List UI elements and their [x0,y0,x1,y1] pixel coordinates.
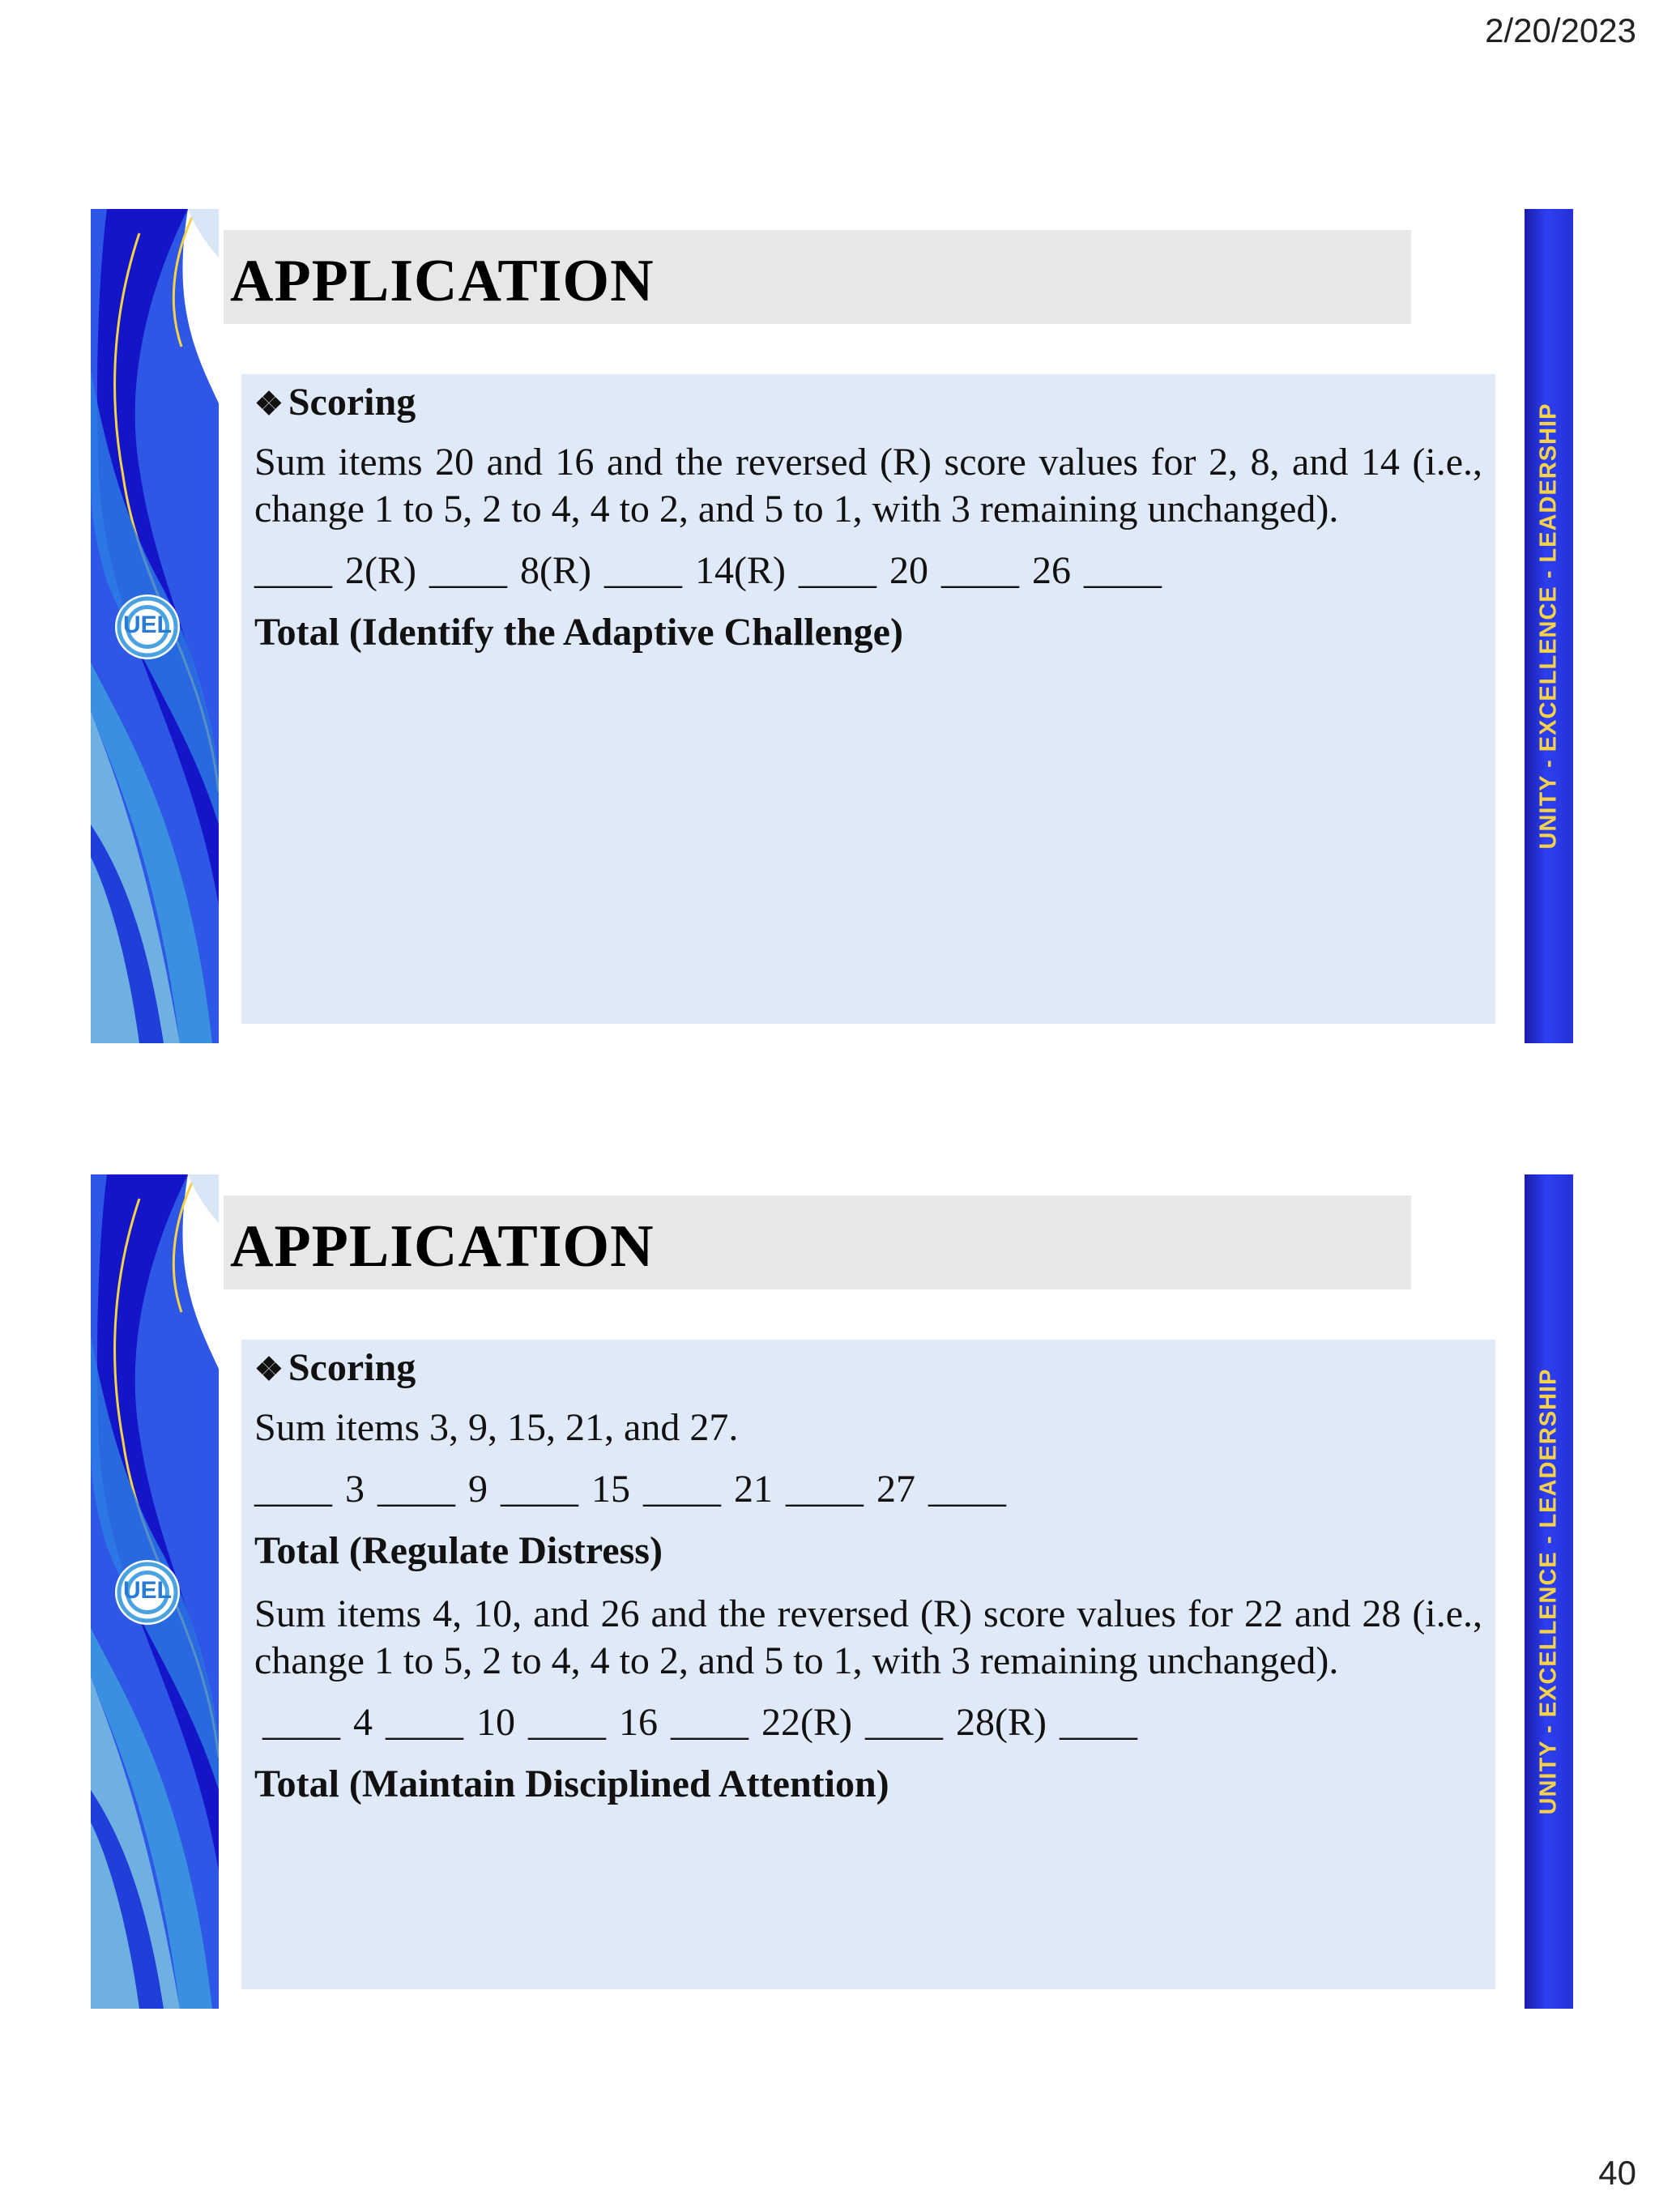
slide-title: APPLICATION [230,248,655,314]
content-box [241,1340,1495,1989]
slide-2 [91,1174,1573,2009]
content-box [241,374,1495,1024]
slide-title: APPLICATION [230,1213,655,1280]
items-line-1: ____ 3 ____ 9 ____ 15 ____ 21 ____ 27 ____ [254,1468,1006,1511]
total-label: Total (Identify the Adaptive Challenge) [254,611,903,654]
right-tagline-bar [1525,209,1573,1043]
logo-text: UEL [123,1577,172,1604]
page-number: 40 [1598,2154,1636,2192]
university-logo [113,1558,181,1626]
diamond-bullet-icon: ❖ [254,386,284,422]
items-line: ____ 2(R) ____ 8(R) ____ 14(R) ____ 20 ____ 26 ____ [254,549,1162,592]
scoring-instruction-1: Sum items 3, 9, 15, 21, and 27. [254,1406,739,1449]
title-bar [224,1196,1411,1289]
tagline: UNITY - EXCELLENCE - LEADERSHIP [1535,403,1562,850]
scoring-heading [254,379,1482,428]
total-label-1: Total (Regulate Distress) [254,1529,663,1572]
scoring-instruction-2: Sum items 4, 10, and 26 and the reversed (R) score values for 22 and 28 (i.e., change 1 to 5, 2 to 4, 4 to 2, and 5 to 1, with 3 remaining unchanged). [254,1592,1482,1682]
total-label-2: Total (Maintain Disciplined Attention) [254,1762,889,1805]
right-tagline-bar [1525,1174,1573,2009]
title-bar [224,230,1411,324]
scoring-instruction: Sum items 20 and 16 and the reversed (R) score values for 2, 8, and 14 (i.e., change 1 to 5, 2 to 4, 4 to 2, and 5 to 1, with 3 remaining unchanged). [254,441,1482,531]
scoring-heading-label: Scoring [288,1346,416,1389]
logo-text: UEL [123,612,172,638]
scoring-heading [254,1345,1482,1393]
page-date: 2/20/2023 [1485,11,1636,49]
slide-1 [91,209,1573,1043]
items-line-2: ____ 4 ____ 10 ____ 16 ____ 22(R) ____ 28(R) ____ [262,1701,1137,1744]
university-logo [113,593,181,661]
tagline: UNITY - EXCELLENCE - LEADERSHIP [1535,1368,1562,1815]
diamond-bullet-icon: ❖ [254,1351,284,1387]
scoring-heading-label: Scoring [288,381,416,424]
